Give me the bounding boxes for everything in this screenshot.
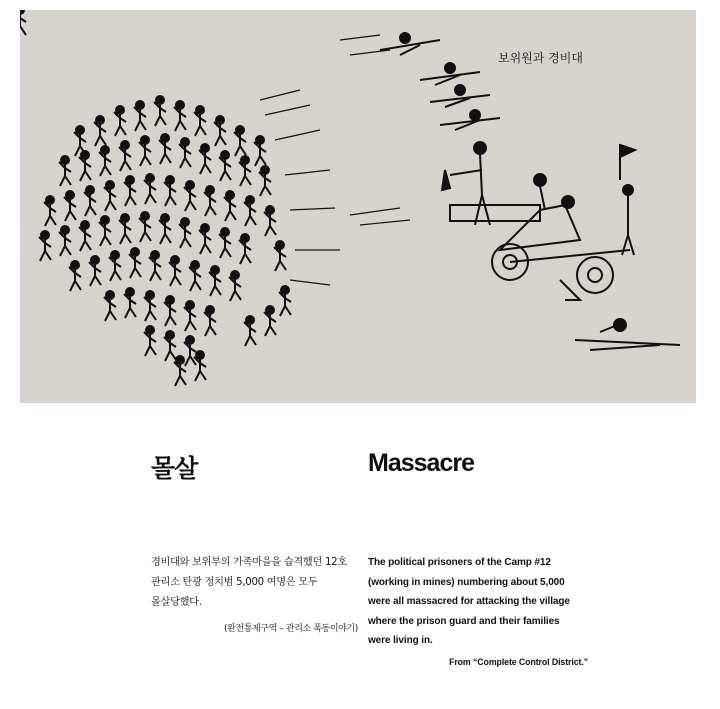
english-body-line: The political prisoners of the Camp #12 xyxy=(368,557,551,568)
english-body-line: (working in mines) numbering about 5,000 xyxy=(368,576,565,588)
massacre-drawing xyxy=(20,10,696,403)
english-body xyxy=(368,553,583,651)
english-body-line: where the prison guard and their families xyxy=(368,615,560,627)
english-source: From “Complete Control District.” xyxy=(449,657,588,667)
prisoner-crowd xyxy=(20,10,291,386)
artillery-gun xyxy=(450,174,630,300)
korean-source: (완전통제구역 – 관리소 폭동이야기) xyxy=(224,624,358,634)
flag-guard xyxy=(620,145,635,255)
illustration-lettering: 보위원과 경비대 xyxy=(498,51,583,65)
english-body-line: were living in. xyxy=(368,635,433,646)
korean-title: 몰살 xyxy=(151,454,198,483)
english-title: Massacre xyxy=(368,449,474,477)
korean-body xyxy=(151,553,361,613)
massacre-illustration xyxy=(20,10,696,403)
korean-body-line: 경비대와 보위부의 가족마을을 습격했던 12호 xyxy=(151,557,347,568)
korean-body-line: 몰살당했다. xyxy=(151,597,202,608)
english-body-line: were all massacred for attacking the village xyxy=(368,596,570,607)
guard-soldiers xyxy=(380,33,500,225)
machine-gunner xyxy=(575,319,680,350)
korean-body-line: 관리소 탄광 정치범 5,000 여명은 모두 xyxy=(151,577,318,588)
